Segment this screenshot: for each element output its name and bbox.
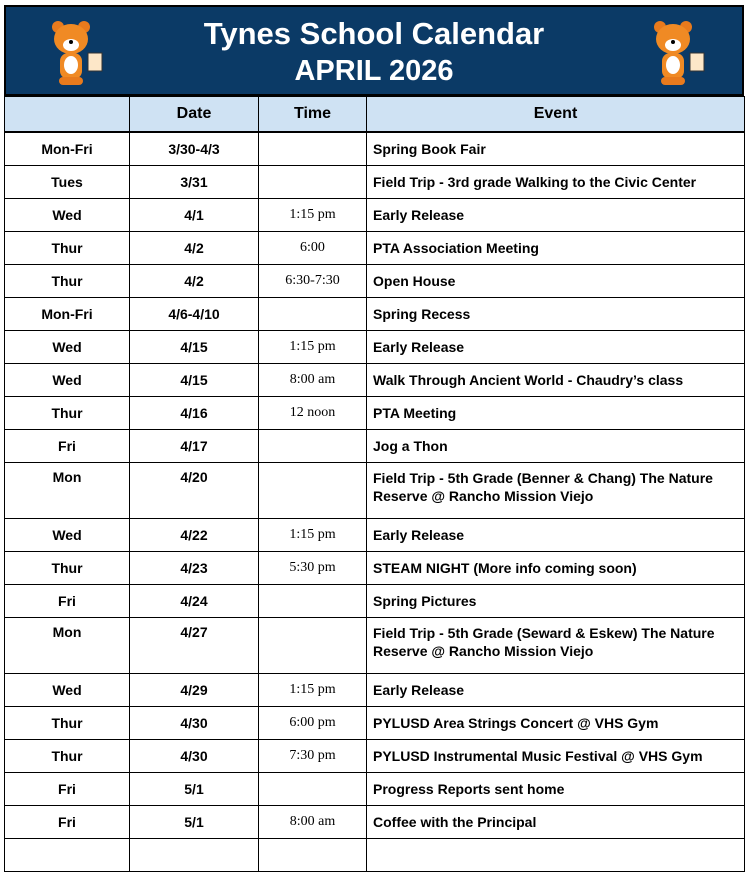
event-cell: PTA Association Meeting <box>367 232 745 265</box>
event-cell: Open House <box>367 265 745 298</box>
day-cell: Mon <box>5 463 130 519</box>
time-cell <box>259 298 367 331</box>
date-cell: 4/24 <box>130 585 259 618</box>
time-cell: 1:15 pm <box>259 674 367 707</box>
event-cell: Early Release <box>367 674 745 707</box>
date-cell: 3/30-4/3 <box>130 132 259 166</box>
event-cell <box>367 839 745 872</box>
date-cell: 4/16 <box>130 397 259 430</box>
date-cell: 4/17 <box>130 430 259 463</box>
date-cell: 5/1 <box>130 773 259 806</box>
table-row <box>5 298 745 331</box>
table-row <box>5 132 745 166</box>
day-cell: Wed <box>5 364 130 397</box>
table-row <box>5 265 745 298</box>
day-cell: Mon-Fri <box>5 298 130 331</box>
time-cell <box>259 839 367 872</box>
day-cell: Wed <box>5 331 130 364</box>
event-cell: Spring Pictures <box>367 585 745 618</box>
header-banner <box>4 5 744 96</box>
day-cell: Wed <box>5 674 130 707</box>
day-cell: Thur <box>5 397 130 430</box>
table-row <box>5 397 745 430</box>
table-row <box>5 552 745 585</box>
date-cell: 4/22 <box>130 519 259 552</box>
col-header-day <box>5 97 130 133</box>
time-cell <box>259 166 367 199</box>
table-row <box>5 839 745 872</box>
events-table <box>4 96 745 872</box>
table-row <box>5 364 745 397</box>
event-cell: Progress Reports sent home <box>367 773 745 806</box>
event-cell: PYLUSD Instrumental Music Festival @ VHS Gym <box>367 740 745 773</box>
page-title: Tynes School Calendar <box>203 16 545 51</box>
event-cell: Field Trip - 5th Grade (Benner & Chang) The Nature Reserve @ Rancho Mission Viejo <box>367 463 745 519</box>
table-row <box>5 232 745 265</box>
date-cell: 4/6-4/10 <box>130 298 259 331</box>
time-cell <box>259 585 367 618</box>
day-cell: Mon-Fri <box>5 132 130 166</box>
table-row <box>5 707 745 740</box>
event-cell: STEAM NIGHT (More info coming soon) <box>367 552 745 585</box>
time-cell: 8:00 am <box>259 364 367 397</box>
table-row <box>5 519 745 552</box>
table-row <box>5 674 745 707</box>
col-header-event: Event <box>367 97 745 133</box>
table-row <box>5 585 745 618</box>
date-cell <box>130 839 259 872</box>
event-cell: Early Release <box>367 519 745 552</box>
time-cell: 12 noon <box>259 397 367 430</box>
time-cell <box>259 430 367 463</box>
day-cell: Fri <box>5 806 130 839</box>
day-cell: Thur <box>5 552 130 585</box>
time-cell <box>259 132 367 166</box>
tiger-mascot-icon <box>646 17 708 89</box>
date-cell: 4/2 <box>130 232 259 265</box>
day-cell <box>5 839 130 872</box>
day-cell: Thur <box>5 232 130 265</box>
event-cell: Spring Book Fair <box>367 132 745 166</box>
day-cell: Wed <box>5 519 130 552</box>
event-cell: Early Release <box>367 199 745 232</box>
table-row <box>5 618 745 674</box>
col-header-time: Time <box>259 97 367 133</box>
time-cell: 1:15 pm <box>259 331 367 364</box>
time-cell <box>259 618 367 674</box>
date-cell: 4/15 <box>130 331 259 364</box>
date-cell: 4/30 <box>130 707 259 740</box>
time-cell <box>259 463 367 519</box>
day-cell: Fri <box>5 585 130 618</box>
table-row <box>5 430 745 463</box>
date-cell: 4/29 <box>130 674 259 707</box>
date-cell: 4/2 <box>130 265 259 298</box>
table-row <box>5 166 745 199</box>
time-cell: 6:00 pm <box>259 707 367 740</box>
event-cell: Early Release <box>367 331 745 364</box>
day-cell: Thur <box>5 265 130 298</box>
date-cell: 4/20 <box>130 463 259 519</box>
day-cell: Fri <box>5 773 130 806</box>
date-cell: 4/15 <box>130 364 259 397</box>
page-subtitle: APRIL 2026 <box>294 55 454 87</box>
event-cell: Spring Recess <box>367 298 745 331</box>
event-cell: Coffee with the Principal <box>367 806 745 839</box>
time-cell: 5:30 pm <box>259 552 367 585</box>
time-cell: 7:30 pm <box>259 740 367 773</box>
table-row <box>5 199 745 232</box>
event-cell: PTA Meeting <box>367 397 745 430</box>
time-cell <box>259 773 367 806</box>
date-cell: 4/1 <box>130 199 259 232</box>
date-cell: 4/27 <box>130 618 259 674</box>
day-cell: Tues <box>5 166 130 199</box>
table-row <box>5 740 745 773</box>
day-cell: Thur <box>5 707 130 740</box>
event-cell: Jog a Thon <box>367 430 745 463</box>
tiger-mascot-icon <box>44 17 106 89</box>
date-cell: 5/1 <box>130 806 259 839</box>
table-row <box>5 463 745 519</box>
col-header-date: Date <box>130 97 259 133</box>
table-row <box>5 806 745 839</box>
time-cell: 6:00 <box>259 232 367 265</box>
event-cell: Walk Through Ancient World - Chaudry’s class <box>367 364 745 397</box>
day-cell: Thur <box>5 740 130 773</box>
date-cell: 4/30 <box>130 740 259 773</box>
table-row <box>5 773 745 806</box>
day-cell: Mon <box>5 618 130 674</box>
event-cell: PYLUSD Area Strings Concert @ VHS Gym <box>367 707 745 740</box>
date-cell: 3/31 <box>130 166 259 199</box>
time-cell: 8:00 am <box>259 806 367 839</box>
day-cell: Wed <box>5 199 130 232</box>
date-cell: 4/23 <box>130 552 259 585</box>
calendar <box>4 5 744 872</box>
table-header-row <box>5 97 745 133</box>
event-cell: Field Trip - 3rd grade Walking to the Civic Center <box>367 166 745 199</box>
time-cell: 1:15 pm <box>259 519 367 552</box>
day-cell: Fri <box>5 430 130 463</box>
table-row <box>5 331 745 364</box>
event-cell: Field Trip - 5th Grade (Seward & Eskew) The Nature Reserve @ Rancho Mission Viejo <box>367 618 745 674</box>
time-cell: 6:30-7:30 <box>259 265 367 298</box>
time-cell: 1:15 pm <box>259 199 367 232</box>
